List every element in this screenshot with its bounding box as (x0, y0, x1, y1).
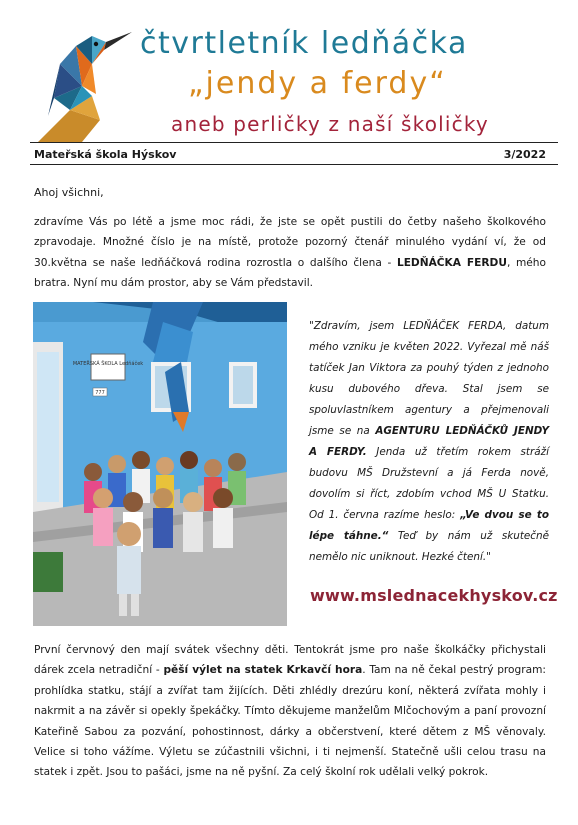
photo-house-number: 777 (95, 390, 105, 396)
intro-bold: LEDŇÁČKA FERDU (396, 256, 507, 269)
outro-bold: pěší výlet na statek Krkavčí hora (163, 664, 363, 677)
outro-paragraph: První červnový den mají svátek všechny děti. Tentokrát jsme pro naše školkáčky přichystali dárek zcela netradiční - pěší výlet na statek Krkavčí hora. Tam na ně čekal pestrý program: prohlídka statku, stájí a zvířat tam žijících. Děti zhlédly drezúru koní, některá zvířata mohly i nakrmit a na závěr si opekly špekáčky. Tímto děkujeme manželům Mlčochovým a paní provozní Kateřině Sabou za pozvání, pohostinnost, dárky a občerstvení, které dětem z MŠ věnovaly. Velice si toho vážíme. Výletu se zúčastnili všichni, i ti nejmenší. Statečně ušli celou trasu na statek i zpět. Jsou to pašáci, jsme na ně pyšní. Za celý školní rok udělali velký pokrok. (34, 644, 546, 779)
quote-bold-agency: AGENTURU LEDŇÁČKŮ JENDY A FERDY. (309, 425, 550, 458)
header-divider-top (30, 142, 558, 143)
school-name: Mateřská škola Hýskov (34, 148, 177, 161)
newsletter-title: čtvrtletník ledňáčka (140, 26, 468, 61)
newsletter-subtitle: „jendy a ferdy“ (188, 66, 447, 101)
website-link[interactable]: www.mslednacekhyskov.cz (310, 586, 558, 605)
kingfisher-logo-icon (30, 24, 140, 142)
ferda-quote: "Zdravím, jsem LEDŇÁČEK FERDA, datum mého vzniku je květen 2022. Vyřezal mě náš tatíček Jan Viktora za pouhý týden z jednoho kusu dubového dřeva. Stal jsem se spoluvlastníkem agentury a přejmenovali jsme se na AGENTURU LEDŇÁČKŮ JENDY A FERDY. Jenda už třetím rokem stráží budovu MŠ Družstevní a já Ferda nově, dovolím si říct, zdobím vchod MŠ U Statku. Od 1. června razíme heslo: „Ve dvou se to lépe táhne.“ Teď by nám už skutečně nemělo nic uniknout. Hezké čtení." (309, 320, 550, 563)
header-divider-bottom (30, 164, 558, 165)
newsletter-tagline: aneb perličky z naší školičky (171, 112, 489, 136)
school-photo (33, 302, 287, 626)
photo-sign-text: MATEŘSKÁ ŠKOLA Ledňáček (72, 361, 144, 367)
issue-number: 3/2022 (503, 148, 546, 161)
greeting: Ahoj všichni, (34, 186, 104, 199)
quote-bold-motto: „Ve dvou se to lépe táhne.“ (309, 509, 549, 542)
intro-paragraph: zdravíme Vás po létě a jsme moc rádi, že jste se opět pustili do četby našeho školkového zpravodaje. Množné číslo je na místě, protože pozorný čtenář minulého vydání ví, že od 30.května se naše ledňáčková rodina rozrostla o dalšího člena - LEDŇÁČKA FERDU, mého bratra. Nyní mu dám prostor, aby se Vám představil. (34, 216, 546, 290)
